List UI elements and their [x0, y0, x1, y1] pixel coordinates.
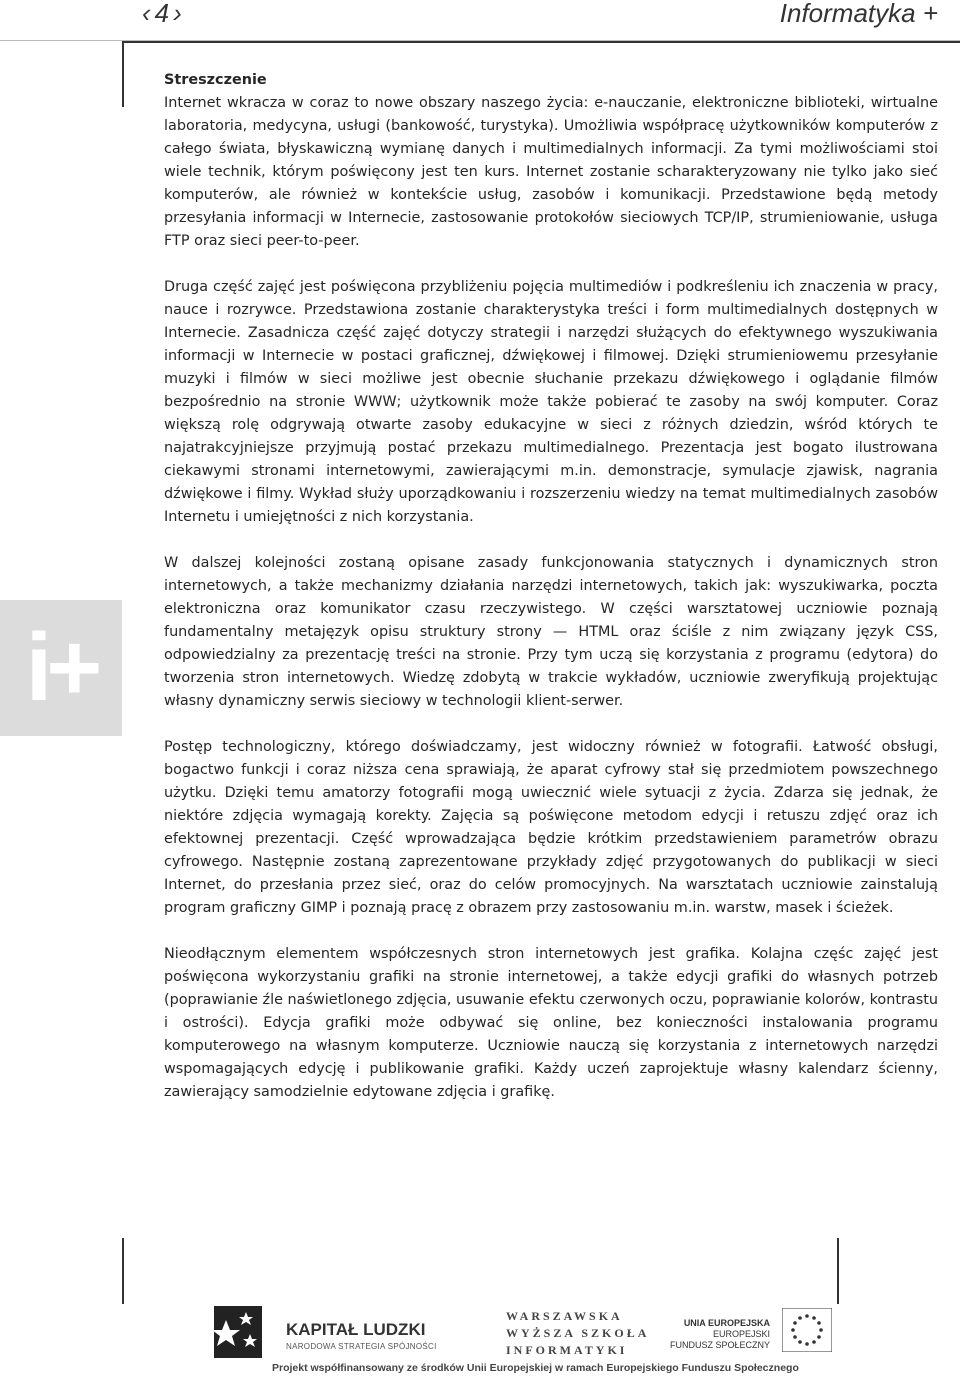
- side-logo-block: [0, 600, 122, 736]
- paragraph-2: Druga część zajęć jest poświęcona przybliżeniu pojęcia multimediów i podkreśleniu ich znaczenia w pracy, nauce i rozrywce. Przedstawiona zostanie charakterystyka treści i form multimedialnych dostępnych w Internecie. Zasadnicza część zajęć dotyczy strategii i narzędzi służących do efektywnego wyszukiwania informacji w Internecie w postaci graficznej, dźwiękowej i filmowej. Dzięki strumieniowemu przesyłanie muzyki i filmów w sieci możliwe jest obecnie słuchanie przekazu dźwiękowego i oglądanie filmów bezpośrednio na stronie WWW; użytkownik może także pobierać te zasoby na swój komputer. Coraz większą rolę odgrywają otwarte zasoby edukacyjne w sieci z różnych dziedzin, wśród których te najatrakcyjniejsze przyjmują postać przekazu multimedialnego. Prezentacja jest bogato ilustrowana ciekawymi stronami internetowymi, zawierającymi m.in. demonstracje, symulacje zjawisk, nagrania dźwiękowe i filmy. Wykład służy uporządkowaniu i rozszerzeniu wiedzy na temat multimedialnych zasobów Internetu i umiejętności z nich korzystania.: [164, 279, 938, 525]
- summary-heading: Streszczenie: [164, 72, 267, 88]
- wwsi-logo: [506, 1308, 649, 1359]
- frame-corner-vertical: [122, 41, 124, 107]
- eu-logo-text: [670, 1318, 770, 1351]
- kapital-ludzki-icon: [212, 1300, 264, 1360]
- page-number-header: [142, 0, 182, 29]
- paragraph-1: Internet wkracza w coraz to nowe obszary naszego życia: e-nauczanie, elektroniczne biblioteki, wirtualne laboratoria, medycyna, usługi (bankowość, turystyka). Umożliwia współpracę użytkowników komputerów z całego świata, błyskawiczną wymianę danych i multimedialnych informacji. Za tymi możliwościami stoi wiele technik, którym poświęcony jest ten kurs. Internet zostanie scharakteryzowany nie tylko jako sieć komputerów, ale również w kontekście usług, zasobów i komunikacji. Przedstawione będą metody przesyłania informacji w Internecie, zastosowanie protokołów sieciowych TCP/IP, strumieniowanie, usługa FTP oraz sieci peer-to-peer.: [164, 95, 938, 249]
- side-logo-text: i+: [25, 614, 97, 721]
- wwsi-line-2: WYŻSZA SZKOŁA: [506, 1326, 650, 1340]
- eu-line-2: EUROPEJSKI: [712, 1329, 770, 1339]
- kapital-ludzki-logo: [286, 1320, 437, 1351]
- eu-line-3: FUNDUSZ SPOŁECZNY: [670, 1340, 771, 1350]
- footer-frame-right: [837, 1238, 839, 1304]
- footer-frame-left: [122, 1238, 124, 1304]
- paragraph-5: Nieodłącznym elementem współczesnych stron internetowych jest grafika. Kolajna częśc zajęć jest poświęcona wykorzystaniu grafiki na stronie internetowej, a także edycji grafiki do własnych potrzeb (poprawianie źle naświetlonego zdjęcia, usuwanie efektu czerwonych oczu, poprawianie kolorów, kontrastu i ostrości). Edycja grafiki może odbywać się online, bez konieczności instalowania programu komputerowego na własnym komputerze. Uczniowie nauczą się korzystania z internetowych narzędzi wspomagających edycję i publikowanie grafiki. Każdy uczeń zaprojektuje własny kalendarz ścienny, zawierający samodzielnie edytowane zdjęcia i grafikę.: [164, 946, 938, 1100]
- wwsi-line-3: INFORMATYKI: [506, 1343, 628, 1357]
- eu-flag-icon: [782, 1308, 832, 1352]
- frame-corner-horizontal: [122, 41, 960, 43]
- funding-note: Projekt współfinansowany ze środków Unii Europejskiej w ramach Europejskiego Funduszu Społecznego: [272, 1362, 799, 1374]
- kapital-ludzki-subtitle: NARODOWA STRATEGIA SPÓJNOŚCI: [286, 1342, 437, 1351]
- page-marker-open: ‹: [142, 0, 151, 28]
- page-number: 4: [154, 0, 170, 28]
- paragraph-4: Postęp technologiczny, którego doświadczamy, jest widoczny również w fotografii. Łatwość obsługi, bogactwo funkcji i coraz niższa cena sprawiają, że aparat cyfrowy stał się przedmiotem powszechnego użytku. Dzięki temu amatorzy fotografii mogą uwiecznić wiele sytuacji z życia. Zdarza się jednak, że niektóre zdjęcia wymagają korekty. Zajęcia są poświęcone metodom edycji i retuszu zdjęć oraz ich efektownej prezentacji. Część wprowadzająca będzie krótkim przedstawieniem parametrów obrazu cyfrowego. Następnie zostaną zaprezentowane przykłady zdjęć przygotowanych do publikacji w sieci Internet, do przesłania przez sieć, oraz do celów promocyjnych. Na warsztatach uczniowie zainstalują program graficzny GIMP i poznają pracę z obrazem przy zastosowaniu m.in. warstw, masek i ścieżek.: [164, 739, 938, 916]
- footer-logos: [122, 1300, 960, 1360]
- book-title: Informatyka +: [779, 0, 938, 28]
- wwsi-line-1: WARSZAWSKA: [506, 1309, 623, 1323]
- main-content: [164, 69, 938, 1127]
- kapital-ludzki-title: KAPITAŁ LUDZKI: [286, 1320, 426, 1339]
- page-marker-close: ›: [173, 0, 182, 28]
- eu-line-1: UNIA EUROPEJSKA: [683, 1318, 770, 1328]
- paragraph-3: W dalszej kolejności zostaną opisane zasady funkcjonowania statycznych i dynamicznych stron internetowych, a także mechanizmy działania narzędzi internetowych, takich jak: wyszukiwarka, poczta elektroniczna oraz komunikator czasu rzeczywistego. W części warsztatowej uczniowie poznają fundamentalny metajęzyk opisu struktury strony — HTML oraz ściśle z nim związany język CSS, odpowiedzialny za prezentację treści na stronie. Przy tym uczą się korzystania z programu (edytora) do tworzenia stron internetowych. Wiedzę zdobytą w trakcie wykładów, uczniowie zweryfikują projektując własny dynamiczny serwis sieciowy w technologii klient-serwer.: [164, 555, 938, 709]
